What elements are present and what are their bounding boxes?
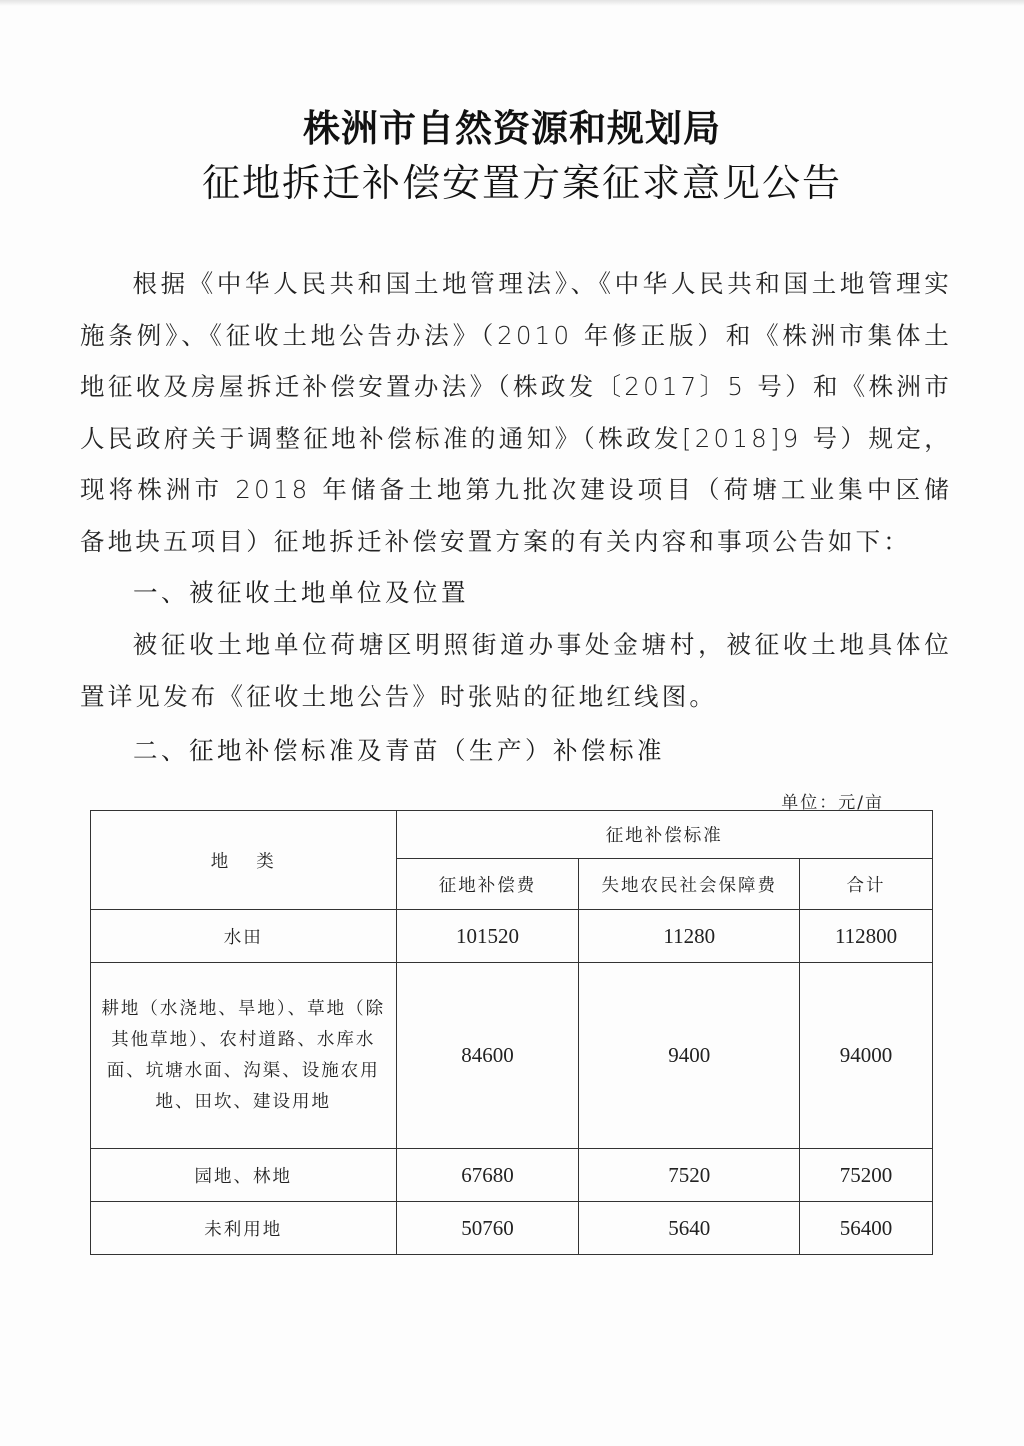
cell-land-type: 水田 xyxy=(91,910,397,963)
section1-heading: 一、被征收土地单位及位置 xyxy=(133,578,469,607)
header-social-security-fee: 失地农民社会保障费 xyxy=(579,859,800,910)
cell-social-security: 9400 xyxy=(579,963,800,1149)
table-row xyxy=(91,1149,933,1202)
cell-land-type: 园地、林地 xyxy=(91,1149,397,1202)
header-land-type-char: 类 xyxy=(256,851,276,872)
cell-land-type: 耕地（水浇地、旱地）、草地（除其他草地）、农村道路、水库水面、坑塘水面、沟渠、设施农用地、田坎、建设用地 xyxy=(91,963,397,1149)
cell-social-security: 5640 xyxy=(579,1202,800,1255)
header-land-type xyxy=(91,811,397,910)
cell-compensation: 84600 xyxy=(396,963,579,1149)
cell-compensation: 50760 xyxy=(396,1202,579,1255)
cell-compensation: 101520 xyxy=(396,910,579,963)
intro-paragraph xyxy=(80,258,952,567)
cell-total: 75200 xyxy=(800,1149,933,1202)
unit-label: 单位：元/亩 xyxy=(781,793,884,813)
compensation-standards-table xyxy=(90,810,933,1255)
table-row xyxy=(91,963,933,1149)
intro-paragraph-text: 根据《中华人民共和国土地管理法》、《中华人民共和国土地管理实施条例》、《征收土地公告办法》（2010 年修正版）和《株洲市集体土地征收及房屋拆迁补偿安置办法》（株政发〔2017〕5 号）和《株洲市人民政府关于调整征地补偿标准的通知》（株政发[2018]9 号）规定，现将株洲市 2018 年储备土地第九批次建设项目（荷塘工业集中区储备地块五项目）征地拆迁补偿安置方案的有关内容和事项公告如下： xyxy=(80,269,952,556)
cell-compensation: 67680 xyxy=(396,1149,579,1202)
cell-total: 56400 xyxy=(800,1202,933,1255)
table-header-row xyxy=(91,811,933,859)
cell-total: 94000 xyxy=(800,963,933,1149)
document-title-subject: 征地拆迁补偿安置方案征求意见公告 xyxy=(201,161,842,205)
header-total: 合计 xyxy=(800,859,933,910)
table-row xyxy=(91,910,933,963)
cell-total: 112800 xyxy=(800,910,933,963)
section2-heading: 二、征地补偿标准及青苗（生产）补偿标准 xyxy=(133,736,665,765)
section1-body-text: 被征收土地单位荷塘区明照街道办事处金塘村，被征收土地具体位置详见发布《征收土地公告》时张贴的征地红线图。 xyxy=(80,630,952,711)
cell-social-security: 7520 xyxy=(579,1149,800,1202)
header-land-type-char: 地 xyxy=(210,851,231,872)
section1-body xyxy=(80,619,952,722)
header-compensation-fee: 征地补偿费 xyxy=(396,859,579,910)
cell-social-security: 11280 xyxy=(579,910,800,963)
document-title-issuer: 株洲市自然资源和规划局 xyxy=(303,106,721,150)
scan-edge-shadow xyxy=(0,0,1024,6)
table-row xyxy=(91,1202,933,1255)
header-group-compensation-standard: 征地补偿标准 xyxy=(396,811,932,859)
cell-land-type: 未利用地 xyxy=(91,1202,397,1255)
